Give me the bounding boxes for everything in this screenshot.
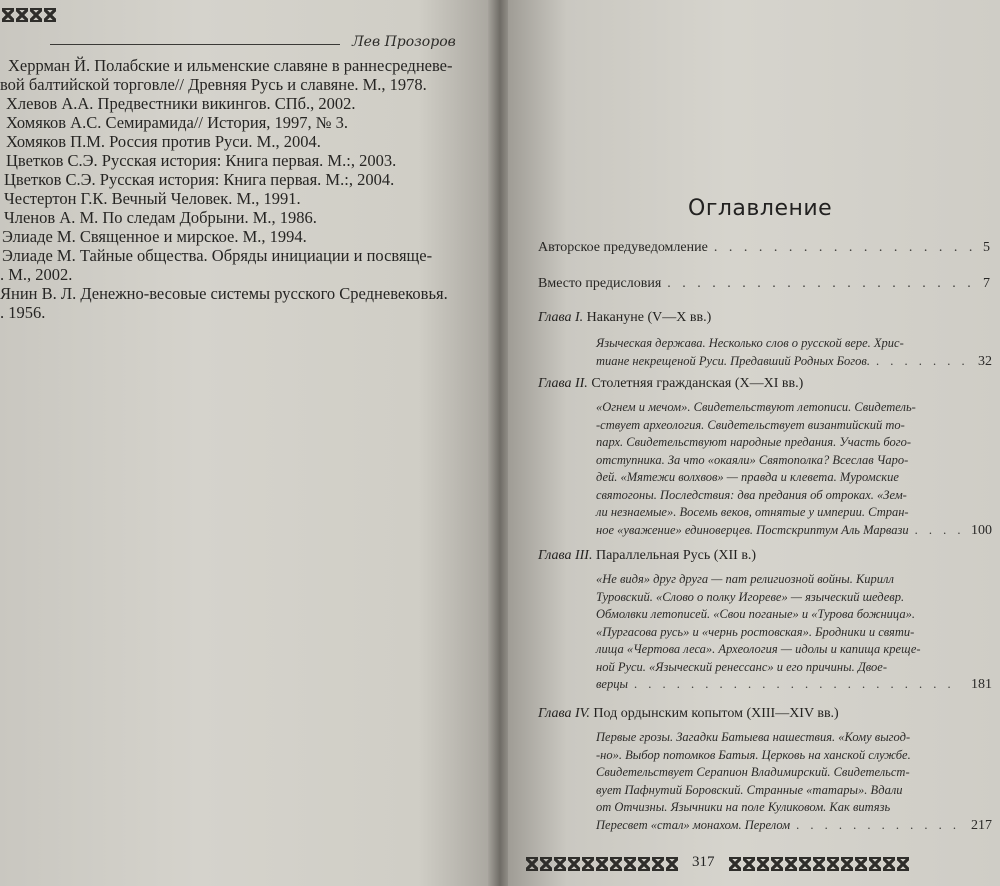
chapter-entry bbox=[538, 548, 992, 694]
description-line: Туровский. «Слово о полку Игореве» — языческий шедевр. bbox=[596, 589, 905, 604]
chapter-page: 32 bbox=[978, 353, 992, 369]
bib-line: . 1956. bbox=[0, 303, 46, 322]
header-ornament bbox=[2, 6, 56, 20]
chapter-entry bbox=[538, 376, 992, 539]
chapter-entry bbox=[538, 706, 992, 834]
leader-dots bbox=[876, 353, 968, 371]
chapter-description bbox=[596, 571, 992, 694]
running-head: Лев Прозоров bbox=[352, 34, 456, 50]
leader-dots bbox=[714, 240, 977, 256]
description-line: Первые грозы. Загадки Батыева нашествия. «Кому выгод- bbox=[596, 730, 911, 744]
page-footer bbox=[526, 852, 996, 872]
description-line: «Огнем и мечом». Свидетельствуют летописи. Свидетель- bbox=[596, 400, 916, 414]
leader-dots bbox=[915, 522, 961, 540]
chapter-page: 181 bbox=[971, 677, 992, 692]
chapter-title: Параллельная Русь (XII в.) bbox=[595, 548, 757, 563]
bib-line: Хлевов А.А. Предвестники викингов. СПб., 2002. bbox=[6, 94, 356, 113]
footer-ornament-left bbox=[526, 855, 678, 869]
bibliography bbox=[0, 56, 470, 322]
left-page bbox=[0, 0, 492, 886]
description-line: дей. «Мятежи волхвов» — правда и клевета. Муромские bbox=[596, 470, 899, 484]
chapter-description bbox=[596, 335, 992, 370]
chapter-title: Столетняя гражданская (X—XI вв.) bbox=[591, 376, 804, 391]
chapter-title: Под ордынским копытом (XIII—XIV вв.) bbox=[593, 706, 839, 721]
description-line: парх. Свидетельствуют народные предания. Участь бого- bbox=[596, 435, 912, 449]
bib-line: вой балтийской торговле// Древняя Русь и славяне. М., 1978. bbox=[0, 75, 427, 94]
contents-title: Оглавление bbox=[688, 196, 833, 221]
leader-dots bbox=[667, 276, 977, 292]
description-line: Свидетельствует Серапион Владимирский. Свидетельст- bbox=[596, 765, 910, 779]
toc-entry bbox=[538, 240, 990, 256]
bib-line: Честертон Г.К. Вечный Человек. М., 1991. bbox=[4, 189, 301, 208]
description-line: «Пургасова русь» и «чернь ростовская». Бродники и святи- bbox=[596, 624, 915, 639]
description-line: вует Пафнутий Боровский. Странные «татары». Вдали bbox=[596, 782, 903, 797]
description-line: святогоны. Последствия: два предания об отроках. «Зем- bbox=[596, 487, 907, 502]
description-line: ли незнаемые». Восемь веков, отнятые у империи. Стран- bbox=[596, 505, 909, 519]
chapter-heading bbox=[538, 376, 992, 396]
bib-line: Цветков С.Э. Русская история: Книга первая. М.:, 2004. bbox=[4, 170, 395, 189]
description-line: Пересвет «стал» монахом. Перелом . . . 217 bbox=[596, 817, 992, 835]
chapter-entry bbox=[538, 310, 992, 370]
description-line: -ствует археология. Свидетельствует византийский то- bbox=[596, 417, 905, 432]
description-line: отступника. За что «окаяли» Святополка? Всеслав Чаро- bbox=[596, 452, 909, 467]
bib-line: Цветков С.Э. Русская история: Книга первая. М.:, 2003. bbox=[6, 151, 397, 170]
description-line: Обмолвки летописей. «Свои поганые» и «Турова божница». bbox=[596, 607, 915, 621]
description-line: от Отчизны. Язычники на поле Куликовом. Как витязь bbox=[596, 800, 891, 814]
chapter-title: Накануне (V—X вв.) bbox=[586, 310, 712, 325]
footer-ornament-right bbox=[729, 855, 909, 869]
chapter-label: Глава II. bbox=[538, 376, 588, 391]
description-line: «Не видя» друг друга — пат религиозной войны. Кирилл bbox=[596, 572, 894, 586]
bib-line: Хомяков А.С. Семирамида// История, 1997, № 3. bbox=[6, 113, 349, 132]
chapter-heading bbox=[538, 548, 992, 568]
chapter-heading bbox=[538, 706, 992, 726]
bib-line: Янин В. Л. Денежно-весовые системы русского Средневековья. bbox=[0, 284, 448, 303]
description-line: верцы . . . 181 bbox=[596, 676, 992, 694]
description-line: Языческая держава. Несколько слов о русской вере. Хрис- bbox=[596, 336, 904, 350]
description-line: лища «Чертова леса». Археология — идолы и капища креще- bbox=[596, 642, 921, 656]
bib-line: Херрман Й. Полабские и ильменские славяне в раннесредневе- bbox=[8, 56, 453, 75]
toc-entry-page: 7 bbox=[983, 276, 990, 291]
right-page bbox=[508, 0, 1000, 886]
leader-dots bbox=[796, 817, 961, 835]
page-number: 317 bbox=[692, 853, 715, 870]
description-line: ное «уважение» единоверцев. Постскриптум Аль Марвази . . . 100 bbox=[596, 522, 992, 540]
bib-line: . М., 2002. bbox=[0, 265, 73, 284]
toc-entry-page: 5 bbox=[983, 240, 990, 255]
chapter-label: Глава IV. bbox=[538, 706, 590, 721]
bib-line: Элиаде М. Тайные общества. Обряды инициации и посвяще- bbox=[2, 246, 433, 265]
toc-entry-label: Авторское предуведомление bbox=[538, 240, 708, 255]
bib-line: Членов А. М. По следам Добрыни. М., 1986. bbox=[4, 208, 317, 227]
leader-dots bbox=[634, 676, 961, 694]
toc-entry-label: Вместо предисловия bbox=[538, 276, 662, 291]
chapter-label: Глава I. bbox=[538, 310, 584, 325]
bib-line: Элиаде М. Священное и мирское. М., 1994. bbox=[2, 227, 307, 246]
chapter-label: Глава III. bbox=[538, 548, 593, 563]
description-line: ной Руси. «Языческий ренессанс» и его причины. Двое- bbox=[596, 659, 887, 674]
chapter-description bbox=[596, 729, 992, 834]
chapter-heading bbox=[538, 310, 992, 330]
chapter-description bbox=[596, 399, 992, 539]
bib-line: Хомяков П.М. Россия против Руси. М., 2004. bbox=[6, 132, 321, 151]
chapter-page: 217 bbox=[971, 817, 992, 833]
header-rule bbox=[50, 44, 340, 45]
description-line: -но». Выбор потомков Батыя. Церковь на ханской службе. bbox=[596, 747, 911, 762]
chapter-page: 100 bbox=[971, 522, 992, 538]
description-line: тиане некрещеной Руси. Предавший Родных Богов. . . . 32 bbox=[596, 353, 992, 371]
toc-entry bbox=[538, 276, 990, 292]
